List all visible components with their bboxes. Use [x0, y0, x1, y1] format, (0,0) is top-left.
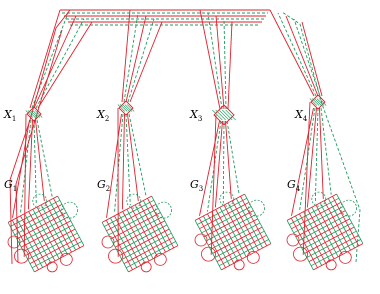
riser-wire [270, 10, 314, 96]
boundary-loop [326, 260, 336, 270]
riser-wire [38, 22, 92, 108]
lattice-row [219, 240, 269, 266]
label-g1: $G_1$ [4, 178, 18, 193]
lattice-row [32, 242, 81, 268]
riser-wire [30, 10, 60, 108]
boundary-loop [249, 200, 265, 216]
drop-wire [126, 114, 130, 205]
label-g2: $G_2$ [97, 178, 111, 193]
label-x3: $X_3$ [190, 108, 203, 123]
boundary-loop [234, 260, 244, 270]
lattice-row [311, 240, 361, 266]
lattice-block-2 [102, 194, 178, 272]
drop-wire [28, 120, 32, 209]
lattice-block-1 [8, 194, 84, 272]
boundary-loop [341, 200, 357, 216]
junction-x4 [310, 95, 326, 109]
drop-wire [129, 114, 146, 197]
label-x4: $X_4$ [295, 108, 308, 123]
lattice-row [126, 242, 176, 268]
drop-wire [292, 108, 314, 216]
label-g3: $G_3$ [190, 178, 204, 193]
riser-wire [224, 19, 226, 109]
label-x2: $X_2$ [97, 108, 110, 123]
drop-wire [320, 108, 324, 199]
drop-wire [34, 120, 36, 205]
label-g4: $G_4$ [287, 178, 301, 193]
drop-wire [315, 108, 318, 203]
boundary-loop [47, 262, 57, 272]
junction-x2 [118, 101, 134, 115]
drop-wire [114, 114, 123, 214]
drop-wire [13, 120, 30, 218]
riser-wire [130, 22, 162, 102]
lattice-block-3 [195, 192, 271, 270]
label-x1: $X_1$ [4, 108, 17, 123]
riser-wire [286, 16, 318, 96]
drop-wire [36, 120, 45, 201]
riser-wire [128, 19, 154, 102]
side-wire [211, 115, 216, 255]
riser-wire [302, 22, 322, 96]
boundary-loop [156, 202, 172, 218]
drop-wire [223, 121, 224, 203]
riser-wire [228, 22, 232, 109]
drop-wire [200, 121, 220, 216]
drop-wire [122, 114, 124, 209]
riser-wire [278, 13, 316, 96]
lattice-col [241, 196, 267, 246]
boundary-loop [62, 202, 78, 218]
drop-wire [107, 114, 122, 218]
lattice-col [148, 198, 174, 248]
riser-wire [126, 16, 146, 102]
junction-layer [26, 95, 326, 125]
drop-wire [226, 121, 232, 199]
riser-wire [34, 16, 76, 108]
lattice-col [333, 196, 359, 246]
drop-wire [128, 114, 139, 201]
lattice-col [54, 198, 80, 248]
junction-x1 [26, 107, 42, 121]
boundary-loop [141, 262, 151, 272]
drop-wire [227, 121, 239, 195]
grid-layer [8, 192, 363, 272]
lattice-block-4 [287, 192, 363, 270]
